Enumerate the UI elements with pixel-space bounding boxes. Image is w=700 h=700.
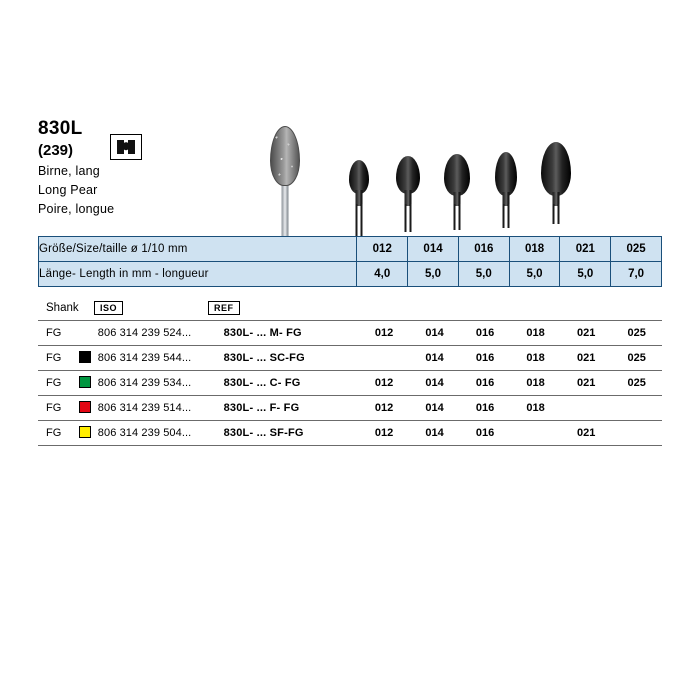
row-1-val-5: 025 [611,346,662,371]
row-4-val-4: 021 [561,421,612,446]
table-row [38,421,662,446]
row-4-val-5 [611,421,662,446]
table-row [38,321,662,346]
row-1-val-4: 021 [561,346,612,371]
row-chip-4 [78,421,97,446]
row-name-1: 830L- ... SC-FG [223,346,359,371]
row-name-4: 830L- ... SF-FG [223,421,359,446]
length-row-label: Länge- Length in mm - longueur [39,262,357,287]
bur-illustration-025 [530,142,582,236]
size-row [39,237,662,262]
length-cell-1: 5,0 [408,262,459,287]
row-2-val-5: 025 [611,371,662,396]
length-cell-5: 7,0 [611,262,662,287]
row-shank-2: FG [38,371,78,396]
size-cell-1: 014 [408,237,459,262]
row-ref-1: 806 314 239 544... [97,346,223,371]
row-ref-4: 806 314 239 504... [97,421,223,446]
product-header [38,118,288,216]
row-2-val-3: 018 [510,371,561,396]
row-3-val-4 [561,396,612,421]
row-shank-3: FG [38,396,78,421]
ref-label: REF [208,301,240,315]
grit-color-chip-red [79,401,91,413]
grit-color-chip-black [79,351,91,363]
row-name-0: 830L- ... M- FG [223,321,359,346]
shank-label: Shank [46,302,79,314]
grit-variant-table [38,320,662,446]
product-name-en: Long Pear [38,183,98,197]
row-1-val-1: 014 [409,346,460,371]
row-ref-3: 806 314 239 514... [97,396,223,421]
size-row-label: Größe/Size/taille ø 1/10 mm [39,237,357,262]
length-cell-0: 4,0 [357,262,408,287]
shank-header-row [38,300,662,320]
row-name-2: 830L- ... C- FG [223,371,359,396]
product-iso-number: (239) [38,142,74,159]
row-shank-4: FG [38,421,78,446]
row-1-val-3: 018 [510,346,561,371]
row-3-val-3: 018 [510,396,561,421]
bur-illustration-021 [483,152,529,236]
row-0-val-3: 018 [510,321,561,346]
row-ref-0: 806 314 239 524... [97,321,223,346]
size-cell-2: 016 [458,237,509,262]
size-cell-5: 025 [611,237,662,262]
row-0-val-4: 021 [561,321,612,346]
product-code: 830L [38,118,83,139]
row-chip-2 [78,371,97,396]
size-cell-0: 012 [357,237,408,262]
bur-illustration-016 [385,156,431,236]
row-0-val-2: 016 [460,321,511,346]
row-2-val-4: 021 [561,371,612,396]
size-cell-4: 021 [560,237,611,262]
row-shank-1: FG [38,346,78,371]
row-4-val-1: 014 [409,421,460,446]
row-1-val-2: 016 [460,346,511,371]
row-chip-0 [78,321,97,346]
grit-color-chip-green [79,376,91,388]
row-3-val-2: 016 [460,396,511,421]
product-name-fr: Poire, longue [38,202,115,216]
row-3-val-1: 014 [409,396,460,421]
grit-color-chip-yellow [79,426,91,438]
length-cell-3: 5,0 [509,262,560,287]
length-row [39,262,662,287]
pear-shape-icon [110,134,142,160]
bur-illustration-014 [336,160,382,236]
row-chip-3 [78,396,97,421]
iso-label: ISO [94,301,123,315]
table-row [38,371,662,396]
length-cell-2: 5,0 [458,262,509,287]
row-shank-0: FG [38,321,78,346]
table-row [38,396,662,421]
row-0-val-0: 012 [359,321,410,346]
size-cell-3: 018 [509,237,560,262]
row-3-val-5 [611,396,662,421]
row-3-val-0: 012 [359,396,410,421]
product-name-de: Birne, lang [38,164,100,178]
row-2-val-2: 016 [460,371,511,396]
bur-illustration-018 [434,154,480,236]
row-4-val-3 [510,421,561,446]
length-cell-4: 5,0 [560,262,611,287]
row-2-val-1: 014 [409,371,460,396]
table-row [38,346,662,371]
row-4-val-2: 016 [460,421,511,446]
row-name-3: 830L- ... F- FG [223,396,359,421]
bur-illustration-012 [262,126,308,236]
row-ref-2: 806 314 239 534... [97,371,223,396]
row-0-val-5: 025 [611,321,662,346]
row-1-val-0 [359,346,410,371]
row-0-val-1: 014 [409,321,460,346]
row-4-val-0: 012 [359,421,410,446]
row-2-val-0: 012 [359,371,410,396]
row-chip-1 [78,346,97,371]
size-length-table [38,236,662,287]
